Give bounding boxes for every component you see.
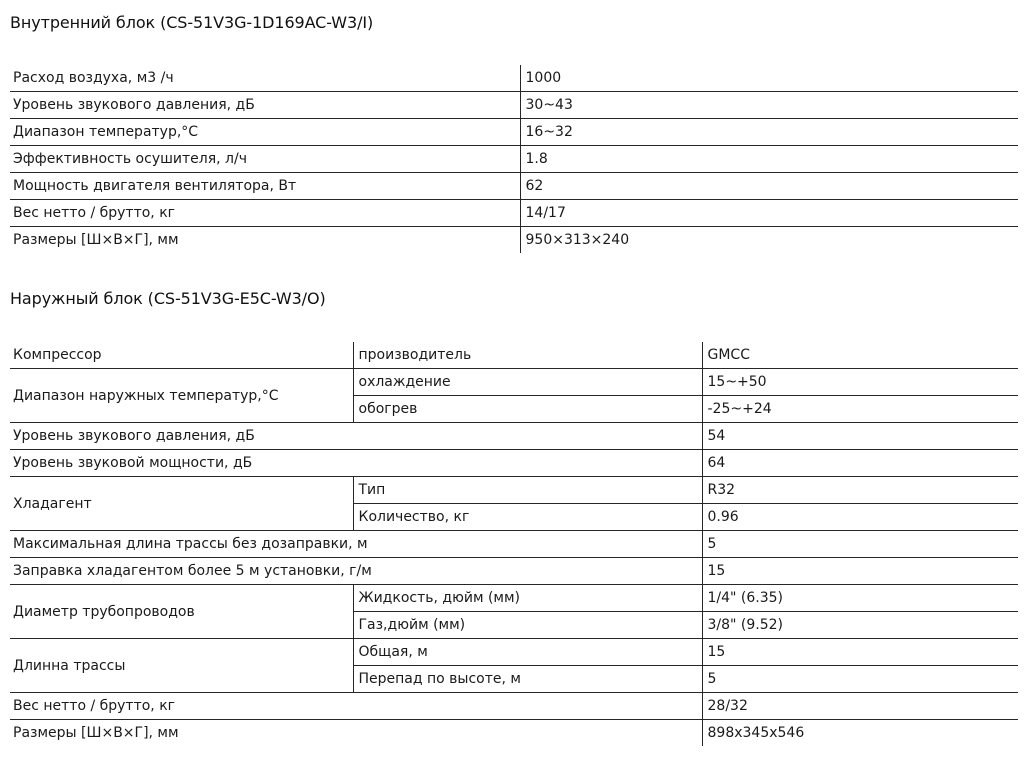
spec-label: Размеры [Ш×В×Г], мм [13,232,179,248]
spec-value: 5 [702,666,1018,693]
spec-label: Размеры [Ш×В×Г], мм [13,725,179,741]
table-row [10,92,1018,119]
table-row [10,450,1018,477]
spec-label: Расход воздуха, м3 /ч [10,65,520,92]
spec-label: Эффективность осушителя, л/ч [10,146,520,173]
spec-label: Уровень звукового давления, дБ [10,92,520,119]
spec-label: Заправка хладагентом более 5 м установки, г/м [10,558,702,585]
spec-value: 1/4" (6.35) [702,585,1018,612]
spec-value: 15~+50 [702,369,1018,396]
spec-value: 15 [702,639,1018,666]
indoor-spec-table [10,65,1018,253]
spec-value: 5 [702,531,1018,558]
spec-value: 14/17 [520,200,1018,227]
spec-label: Вес нетто / брутто, кг [10,200,520,227]
table-row [10,720,1018,747]
table-row [10,558,1018,585]
spec-label: Компрессор [10,342,353,369]
spec-value: 950×313×240 [520,227,1018,254]
spec-sublabel: Общая, м [353,639,702,666]
spec-value: GMCC [702,342,1018,369]
spec-label: Диаметр трубопроводов [10,585,353,639]
spec-value: 898x345x546 [702,720,1018,747]
spec-value: 28/32 [702,693,1018,720]
spec-sublabel: обогрев [353,396,702,423]
spec-sublabel: Количество, кг [353,504,702,531]
spec-value: R32 [702,477,1018,504]
spec-value: 62 [520,173,1018,200]
outdoor-spec-table [10,342,1018,746]
outdoor-unit-title: Наружный блок (CS-51V3G-E5C-W3/O) [10,289,326,308]
spec-sublabel: Тип [353,477,702,504]
table-row [10,342,1018,369]
table-row [10,200,1018,227]
spec-label: Хладагент [10,477,353,531]
table-row [10,146,1018,173]
spec-value: 54 [702,423,1018,450]
spec-value: 0.96 [702,504,1018,531]
spec-sublabel: Жидкость, дюйм (мм) [353,585,702,612]
spec-value: 3/8" (9.52) [702,612,1018,639]
table-row [10,119,1018,146]
table-row [10,369,1018,396]
table-row [10,227,1018,254]
spec-label: Уровень звукового давления, дБ [10,423,702,450]
spec-sublabel: Перепад по высоте, м [353,666,702,693]
spec-value: -25~+24 [702,396,1018,423]
table-row [10,173,1018,200]
spec-value: 1.8 [520,146,1018,173]
spec-sublabel: Газ,дюйм (мм) [353,612,702,639]
spec-label: Длинна трассы [10,639,353,693]
table-row [10,693,1018,720]
spec-label: Вес нетто / брутто, кг [10,693,702,720]
table-row [10,423,1018,450]
spec-label: Диапазон температур,°С [10,119,520,146]
spec-value: 15 [702,558,1018,585]
table-row [10,531,1018,558]
spec-value: 64 [702,450,1018,477]
spec-label: Диапазон наружных температур,°С [10,369,353,423]
spec-value: 30~43 [520,92,1018,119]
spec-value: 1000 [520,65,1018,92]
table-row [10,585,1018,612]
table-row [10,477,1018,504]
spec-value: 16~32 [520,119,1018,146]
spec-label: Уровень звуковой мощности, дБ [10,450,702,477]
table-row [10,639,1018,666]
spec-label: Максимальная длина трассы без дозаправки, м [10,531,702,558]
spec-sublabel: производитель [353,342,702,369]
indoor-unit-title: Внутренний блок (CS-51V3G-1D169AC-W3/I) [10,13,374,32]
table-row [10,65,1018,92]
spec-sublabel: охлаждение [353,369,702,396]
spec-label: Мощность двигателя вентилятора, Вт [10,173,520,200]
